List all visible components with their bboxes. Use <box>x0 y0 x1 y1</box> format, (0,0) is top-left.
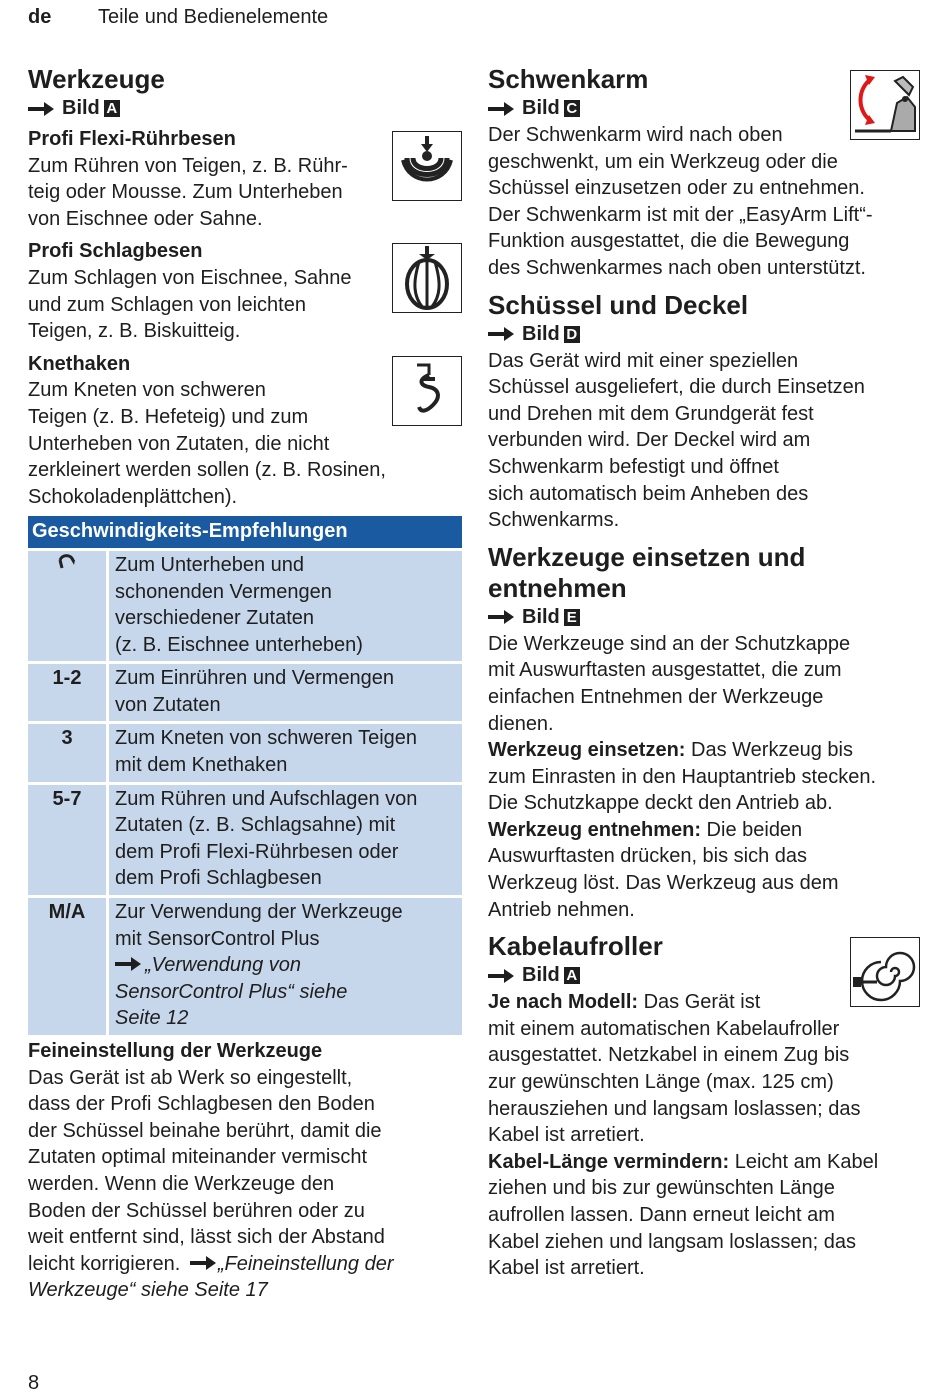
knet-block <box>28 351 462 511</box>
speed-description <box>108 897 463 1037</box>
knet-title: Knethaken <box>28 352 131 375</box>
dough-hook-icon <box>392 356 462 426</box>
kabel-line: zur gewünschten Länge (max. 125 cm) <box>488 1071 834 1094</box>
kabel-block <box>488 931 920 1282</box>
einsetzen-line: Antrieb nehmen. <box>488 898 635 921</box>
schwenk-heading: Schwenkarm <box>488 64 649 94</box>
einsetzen-line: einfachen Entnehmen der Werkzeuge <box>488 685 824 708</box>
speed-desc-line: (z. B. Eischnee unterheben) <box>115 633 363 656</box>
bild-letter: A <box>564 967 580 984</box>
page-number: 8 <box>28 1372 40 1394</box>
kabel-line: Kabel ziehen und langsam loslassen; das <box>488 1230 857 1253</box>
speed-level: 1-2 <box>28 663 108 723</box>
fein-block <box>28 1038 462 1304</box>
fein-line: Das Gerät ist ab Werk so eingestellt, <box>28 1066 353 1089</box>
speed-level: 3 <box>28 723 108 783</box>
werkzeuge-heading: Werkzeuge <box>28 64 165 94</box>
schlag-block <box>28 238 462 344</box>
kabel-line: herausziehen und langsam loslassen; das <box>488 1097 861 1120</box>
schuessel-bild-ref <box>488 321 920 348</box>
schwenk-line: geschwenkt, um ein Werkzeug oder die <box>488 150 838 173</box>
kabel-line: ziehen und bis zur gewünschten Länge <box>488 1177 835 1200</box>
schwenk-line: Funktion ausgestattet, die die Bewegung <box>488 230 850 253</box>
cross-ref-line: Seite 12 <box>115 1007 189 1030</box>
knet-line: Zum Kneten von schweren <box>28 379 266 402</box>
header-language: de <box>28 6 52 28</box>
schuessel-line: Schüssel ausgeliefert, die durch Einsetzen <box>488 376 865 399</box>
arrow-right-icon <box>115 957 141 971</box>
knet-line: Unterheben von Zutaten, die nicht <box>28 432 330 455</box>
schlag-line: Zum Schlagen von Eischnee, Sahne <box>28 266 352 289</box>
bild-label: Bild <box>522 964 560 987</box>
schuessel-line: Schwenkarms. <box>488 509 620 532</box>
header-section-title: Teile und Bedienelemente <box>98 6 329 28</box>
schuessel-heading: Schüssel und Deckel <box>488 289 749 320</box>
schuessel-line: Das Gerät wird mit einer speziellen <box>488 349 799 372</box>
table-row <box>28 897 462 1037</box>
speed-table-header: Geschwindigkeits-Empfehlungen <box>28 516 462 549</box>
fein-text: leicht korrigieren. <box>28 1252 181 1275</box>
schlag-title: Profi Schlagbesen <box>28 240 203 263</box>
schwenk-line: des Schwenkarmes nach oben unterstützt. <box>488 256 866 279</box>
inline-label: Werkzeug entnehmen: <box>488 818 701 841</box>
flexi-line: von Eischnee oder Sahne. <box>28 207 263 230</box>
arrow-right-icon <box>488 969 514 983</box>
flexi-line: teig oder Mousse. Zum Unterheben <box>28 181 343 204</box>
fein-title: Feineinstellung der Werkzeuge <box>28 1040 323 1062</box>
cross-reference-link[interactable] <box>115 952 458 979</box>
swivel-arm-icon <box>850 70 920 140</box>
cross-reference-link[interactable]: „Feineinstellung der <box>217 1252 394 1275</box>
table-row <box>28 783 462 896</box>
left-column <box>28 64 462 1304</box>
kabel-line <box>488 1149 920 1176</box>
einsetzen-heading: entnehmen <box>488 572 627 603</box>
schuessel-line: Schwenkarm befestigt und öffnet <box>488 455 779 478</box>
speed-table <box>28 516 462 1038</box>
speed-desc-line: Zum Einrühren und Vermengen <box>115 667 395 690</box>
speed-level: M/A <box>28 897 108 1037</box>
cable-reel-icon <box>850 937 920 1007</box>
bild-letter: D <box>564 326 580 343</box>
kabel-heading: Kabelaufroller <box>488 931 663 962</box>
fein-line <box>28 1251 462 1278</box>
schuessel-block <box>488 290 920 534</box>
einsetzen-line: Die Werkzeuge sind an der Schutzkappe <box>488 632 851 655</box>
flexi-line: Zum Rühren von Teigen, z. B. Rühr- <box>28 154 348 177</box>
einsetzen-line: dienen. <box>488 712 554 735</box>
speed-level: 5-7 <box>28 783 108 896</box>
inline-label: Werkzeug einsetzen: <box>488 739 686 762</box>
speed-desc-line: schonenden Vermengen <box>115 580 332 603</box>
flexi-block <box>28 126 462 232</box>
fold-stir-icon <box>56 552 78 574</box>
schwenk-line: Der Schwenkarm ist mit der „EasyArm Lift“- <box>488 203 873 226</box>
fein-line: Zutaten optimal miteinander vermischt <box>28 1146 368 1169</box>
cross-ref-line: SensorControl Plus“ siehe <box>115 980 348 1003</box>
fein-line: der Schüssel beinahe berührt, damit die <box>28 1119 382 1142</box>
cross-ref-line: Werkzeuge“ siehe Seite 17 <box>28 1279 268 1302</box>
einsetzen-line: mit Auswurftasten ausgestattet, die zum <box>488 659 842 682</box>
flexi-title: Profi Flexi-Rührbesen <box>28 128 236 150</box>
fein-line: Boden der Schüssel berühren oder zu <box>28 1199 365 1222</box>
speed-desc-line: mit SensorControl Plus <box>115 927 320 950</box>
speed-desc-line: verschiedener Zutaten <box>115 607 315 630</box>
fein-line: dass der Profi Schlagbesen den Boden <box>28 1093 375 1116</box>
knet-line: Teigen (z. B. Hefeteig) und zum <box>28 405 309 428</box>
speed-description <box>108 663 463 723</box>
schuessel-line: sich automatisch beim Anheben des <box>488 482 809 505</box>
cross-ref-line: „Verwendung von <box>145 954 302 977</box>
bild-label: Bild <box>522 605 560 628</box>
einsetzen-line: Werkzeug löst. Das Werkzeug aus dem <box>488 872 839 895</box>
arrow-right-icon <box>488 102 514 116</box>
arrow-right-icon <box>488 610 514 624</box>
arrow-right-icon <box>488 327 514 341</box>
bild-letter: A <box>104 100 120 117</box>
speed-desc-line: Zur Verwendung der Werkzeuge <box>115 901 403 924</box>
einsetzen-bild-ref <box>488 604 920 631</box>
einsetzen-block <box>488 542 920 924</box>
fein-line: weit entfernt sind, lässt sich der Abstand <box>28 1226 385 1249</box>
einsetzen-line <box>488 817 920 844</box>
inline-label: Je nach Modell: <box>488 991 639 1014</box>
table-row <box>28 663 462 723</box>
schwenk-line: Der Schwenkarm wird nach oben <box>488 124 783 146</box>
schuessel-line: und Drehen mit dem Grundgerät fest <box>488 402 814 425</box>
schwenk-block <box>488 64 920 282</box>
speed-desc-line: dem Profi Schlagbesen <box>115 867 322 890</box>
schlag-line: und zum Schlagen von leichten <box>28 293 306 316</box>
einsetzen-heading: Werkzeuge einsetzen und <box>488 541 806 572</box>
inline-text: Leicht am Kabel <box>729 1150 879 1173</box>
inline-text: Die beiden <box>701 818 803 841</box>
kabel-line: aufrollen lassen. Dann erneut leicht am <box>488 1204 835 1226</box>
speed-description <box>108 549 463 662</box>
kabel-line: Kabel ist arretiert. <box>488 1124 645 1147</box>
speed-level <box>28 549 108 662</box>
flexi-whisk-icon <box>392 131 462 201</box>
speed-desc-line: von Zutaten <box>115 693 221 716</box>
kabel-line: mit einem automatischen Kabelaufroller <box>488 1017 840 1040</box>
einsetzen-line <box>488 737 920 764</box>
werkzeuge-bild-ref <box>28 95 462 122</box>
einsetzen-line: zum Einrasten in den Hauptantrieb stecken. <box>488 765 876 788</box>
right-column <box>488 64 920 1282</box>
speed-desc-line: Zutaten (z. B. Schlagsahne) mit <box>115 814 396 837</box>
bild-label: Bild <box>62 97 100 119</box>
table-row <box>28 723 462 783</box>
einsetzen-line: Die Schutzkappe deckt den Antrieb ab. <box>488 792 833 815</box>
speed-description <box>108 783 463 896</box>
table-row <box>28 549 462 662</box>
speed-desc-line: Zum Unterheben und <box>115 553 305 576</box>
bild-letter: E <box>564 609 580 626</box>
einsetzen-line: Auswurftasten drücken, bis sich das <box>488 845 808 868</box>
schwenk-line: Schüssel einzusetzen oder zu entnehmen. <box>488 177 865 200</box>
bild-label: Bild <box>522 322 560 345</box>
inline-text: Das Gerät ist <box>638 991 761 1014</box>
balloon-whisk-icon <box>392 243 462 313</box>
inline-label: Kabel-Länge vermindern: <box>488 1150 730 1173</box>
kabel-line: ausgestattet. Netzkabel in einem Zug bis <box>488 1044 850 1067</box>
speed-desc-line: Zum Rühren und Aufschlagen von <box>115 787 418 810</box>
arrow-right-icon <box>28 102 54 116</box>
schlag-line: Teigen, z. B. Biskuitteig. <box>28 320 241 343</box>
fein-line: werden. Wenn die Werkzeuge den <box>28 1172 335 1195</box>
arrow-right-icon <box>190 1256 216 1270</box>
kabel-line: Kabel ist arretiert. <box>488 1257 645 1280</box>
knet-line: zerkleinert werden sollen (z. B. Rosinen, <box>28 459 386 482</box>
speed-desc-line: mit dem Knethaken <box>115 754 288 777</box>
speed-desc-line: Zum Kneten von schweren Teigen <box>115 727 418 750</box>
bild-letter: C <box>564 100 580 117</box>
speed-description <box>108 723 463 783</box>
speed-desc-line: dem Profi Flexi-Rührbesen oder <box>115 840 399 863</box>
bild-label: Bild <box>522 97 560 119</box>
knet-line: Schokoladenplättchen). <box>28 485 238 508</box>
inline-text: Das Werkzeug bis <box>685 739 853 762</box>
schuessel-line: verbunden wird. Der Deckel wird am <box>488 429 811 452</box>
